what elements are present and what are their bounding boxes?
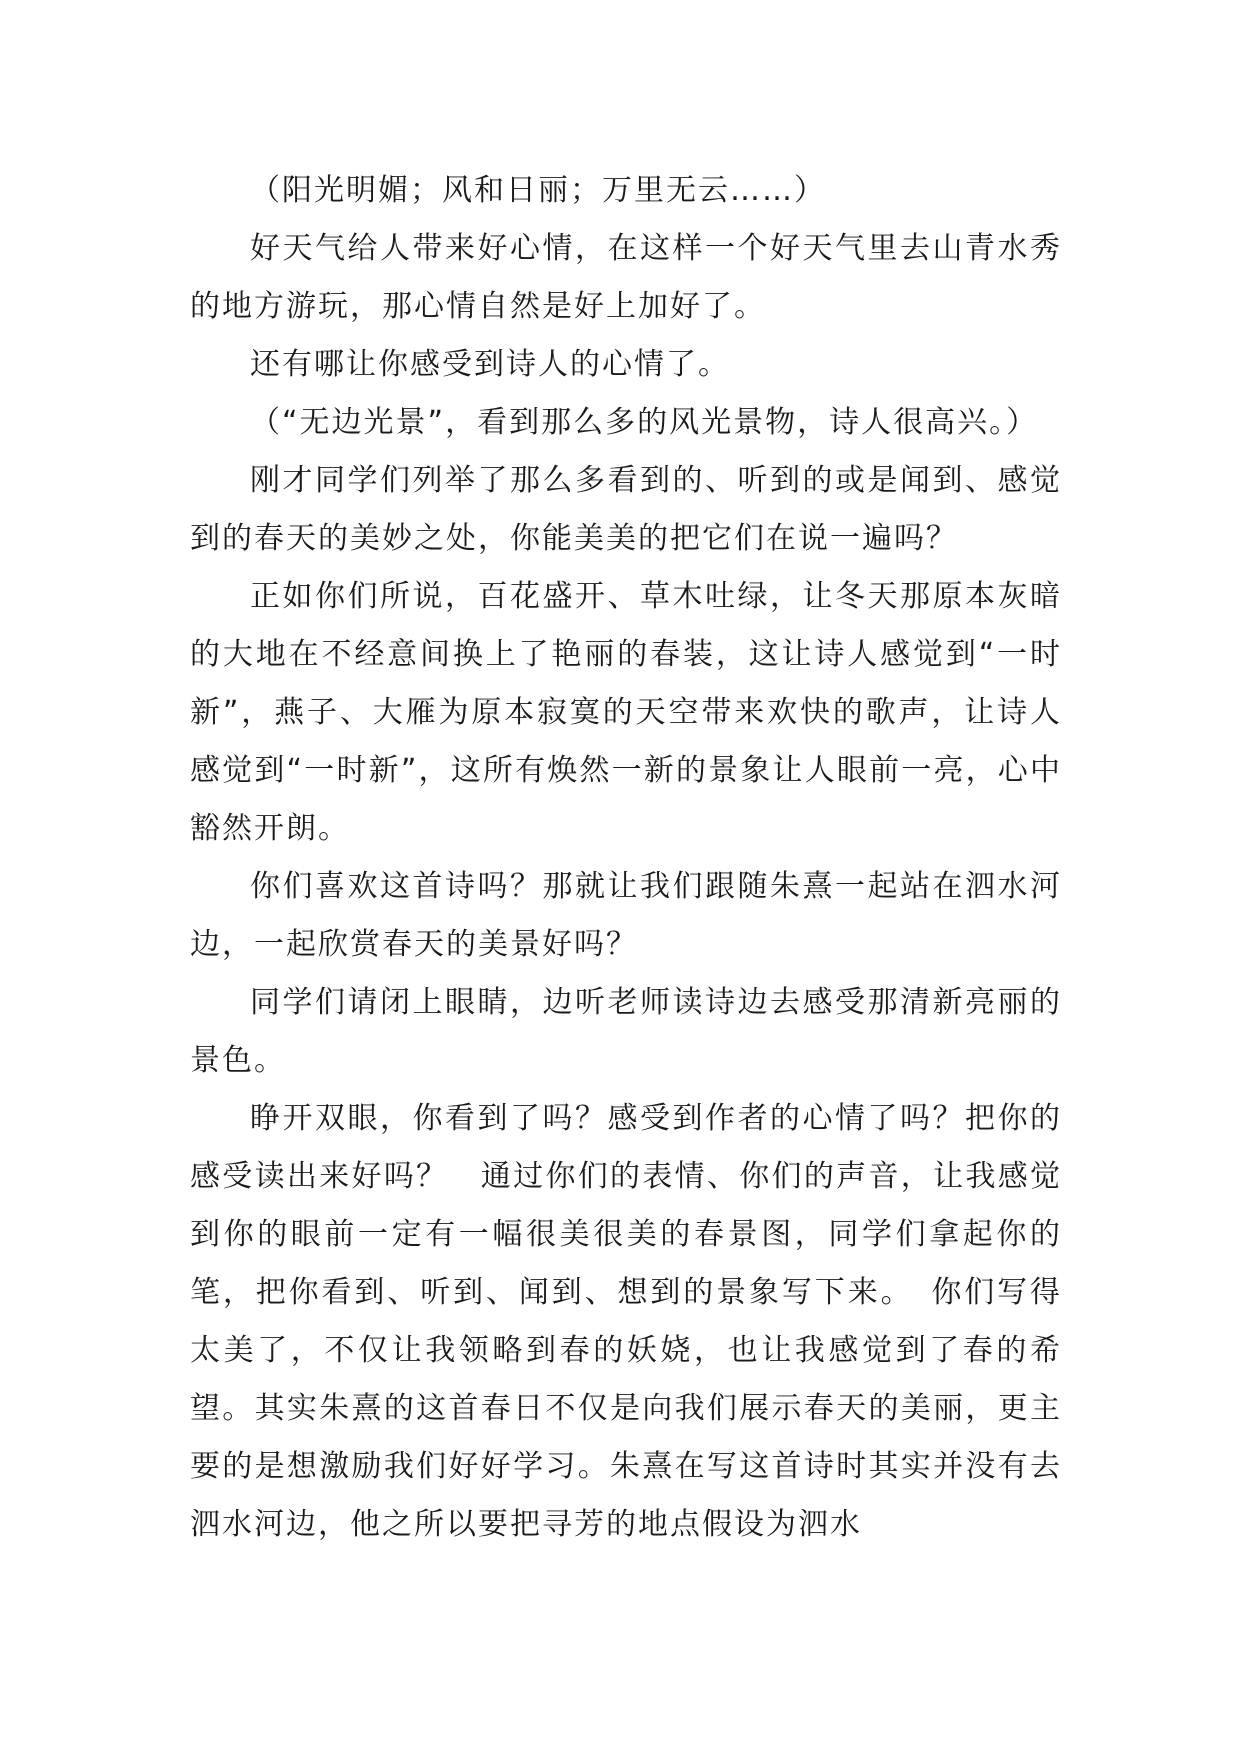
- document-body: [190, 162, 1062, 1554]
- paragraph-spring-new: 正如你们所说，百花盛开、草木吐绿，让冬天那原本灰暗的大地在不经意间换上了艳丽的春装，这让诗人感觉到“一时新”，燕子、大雁为原本寂寞的天空带来欢快的歌声，让诗人感觉到“一时新”，这所有焕然一新的景象让人眼前一亮，心中豁然开朗。: [190, 579, 1062, 846]
- paragraph-boundless-scenery: （“无边光景”，看到那么多的风光景物，诗人很高兴。）: [250, 405, 1039, 440]
- paragraph-like-poem: 你们喜欢这首诗吗？那就让我们跟随朱熹一起站在泗水河边，一起欣赏春天的美景好吗？: [190, 869, 1062, 962]
- paragraph-question-mood: 还有哪让你感受到诗人的心情了。: [250, 347, 730, 382]
- paragraph-open-eyes: 睁开双眼，你看到了吗？感受到作者的心情了吗？把你的感受读出来好吗？ 通过你们的表情、你们的声音，让我感觉到你的眼前一定有一幅很美很美的春景图，同学们拿起你的笔，把你看到、听到、闻到、想到的景象写下来。 你们写得太美了，不仅让我领略到春的妖娆，也让我感觉到了春的希望。其实朱熹的这首春日不仅是向我们展示春天的美丽，更主要的是想激励我们好好学习。朱熹在写这首诗时其实并没有去泗水河边，他之所以要把寻芳的地点假设为泗水: [190, 1101, 1062, 1542]
- paragraph-good-mood: 好天气给人带来好心情，在这样一个好天气里去山青水秀的地方游玩，那心情自然是好上加好了。: [190, 231, 1062, 324]
- paragraph-close-eyes: 同学们请闭上眼睛，边听老师读诗边去感受那清新亮丽的景色。: [190, 985, 1062, 1078]
- paragraph-weather-answers: （阳光明媚；风和日丽；万里无云……）: [250, 173, 826, 208]
- paragraph-read-again: 刚才同学们列举了那么多看到的、听到的或是闻到、感觉到的春天的美妙之处，你能美美的把它们在说一遍吗？: [190, 463, 1062, 556]
